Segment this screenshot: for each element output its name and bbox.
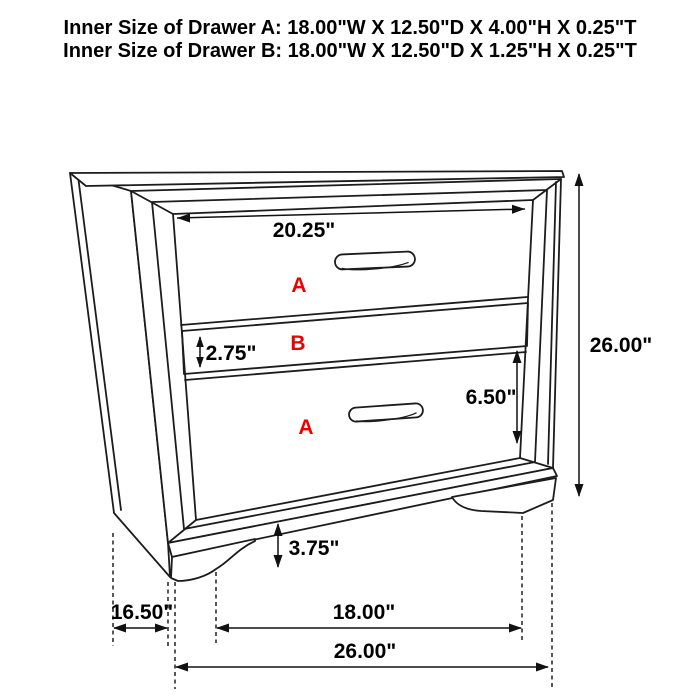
dim-jewelry-drawer-height-label: 2.75" [205,342,257,365]
header-title [63,17,637,62]
dim-overall-width-label: 26.00" [333,640,397,663]
drawer-a-top-label: A [291,274,307,297]
dim-leg-span-label: 18.00" [332,601,396,624]
drawer-a-size-text: Inner Size of Drawer A: 18.00"W X 12.50"D X 4.00"H X 0.25"T [63,17,637,39]
dim-side-depth [111,601,174,633]
drawer-b-size-text: Inner Size of Drawer B: 18.00"W X 12.50"D X 1.25"H X 0.25"T [63,40,637,62]
dim-leg-span [216,601,522,633]
dim-overall-height-label: 26.00" [589,334,653,357]
drawer-a-bottom-label: A [298,416,314,439]
dim-overall-height [575,173,653,497]
dim-bottom-drawer-height-label: 6.50" [465,386,517,409]
drawer-b-label: B [290,332,306,355]
dim-side-depth-label: 16.50" [110,601,174,624]
dim-base-height-label: 3.75" [288,537,340,560]
dim-overall-width [175,640,549,672]
dim-inner-width-label: 20.25" [272,219,336,242]
